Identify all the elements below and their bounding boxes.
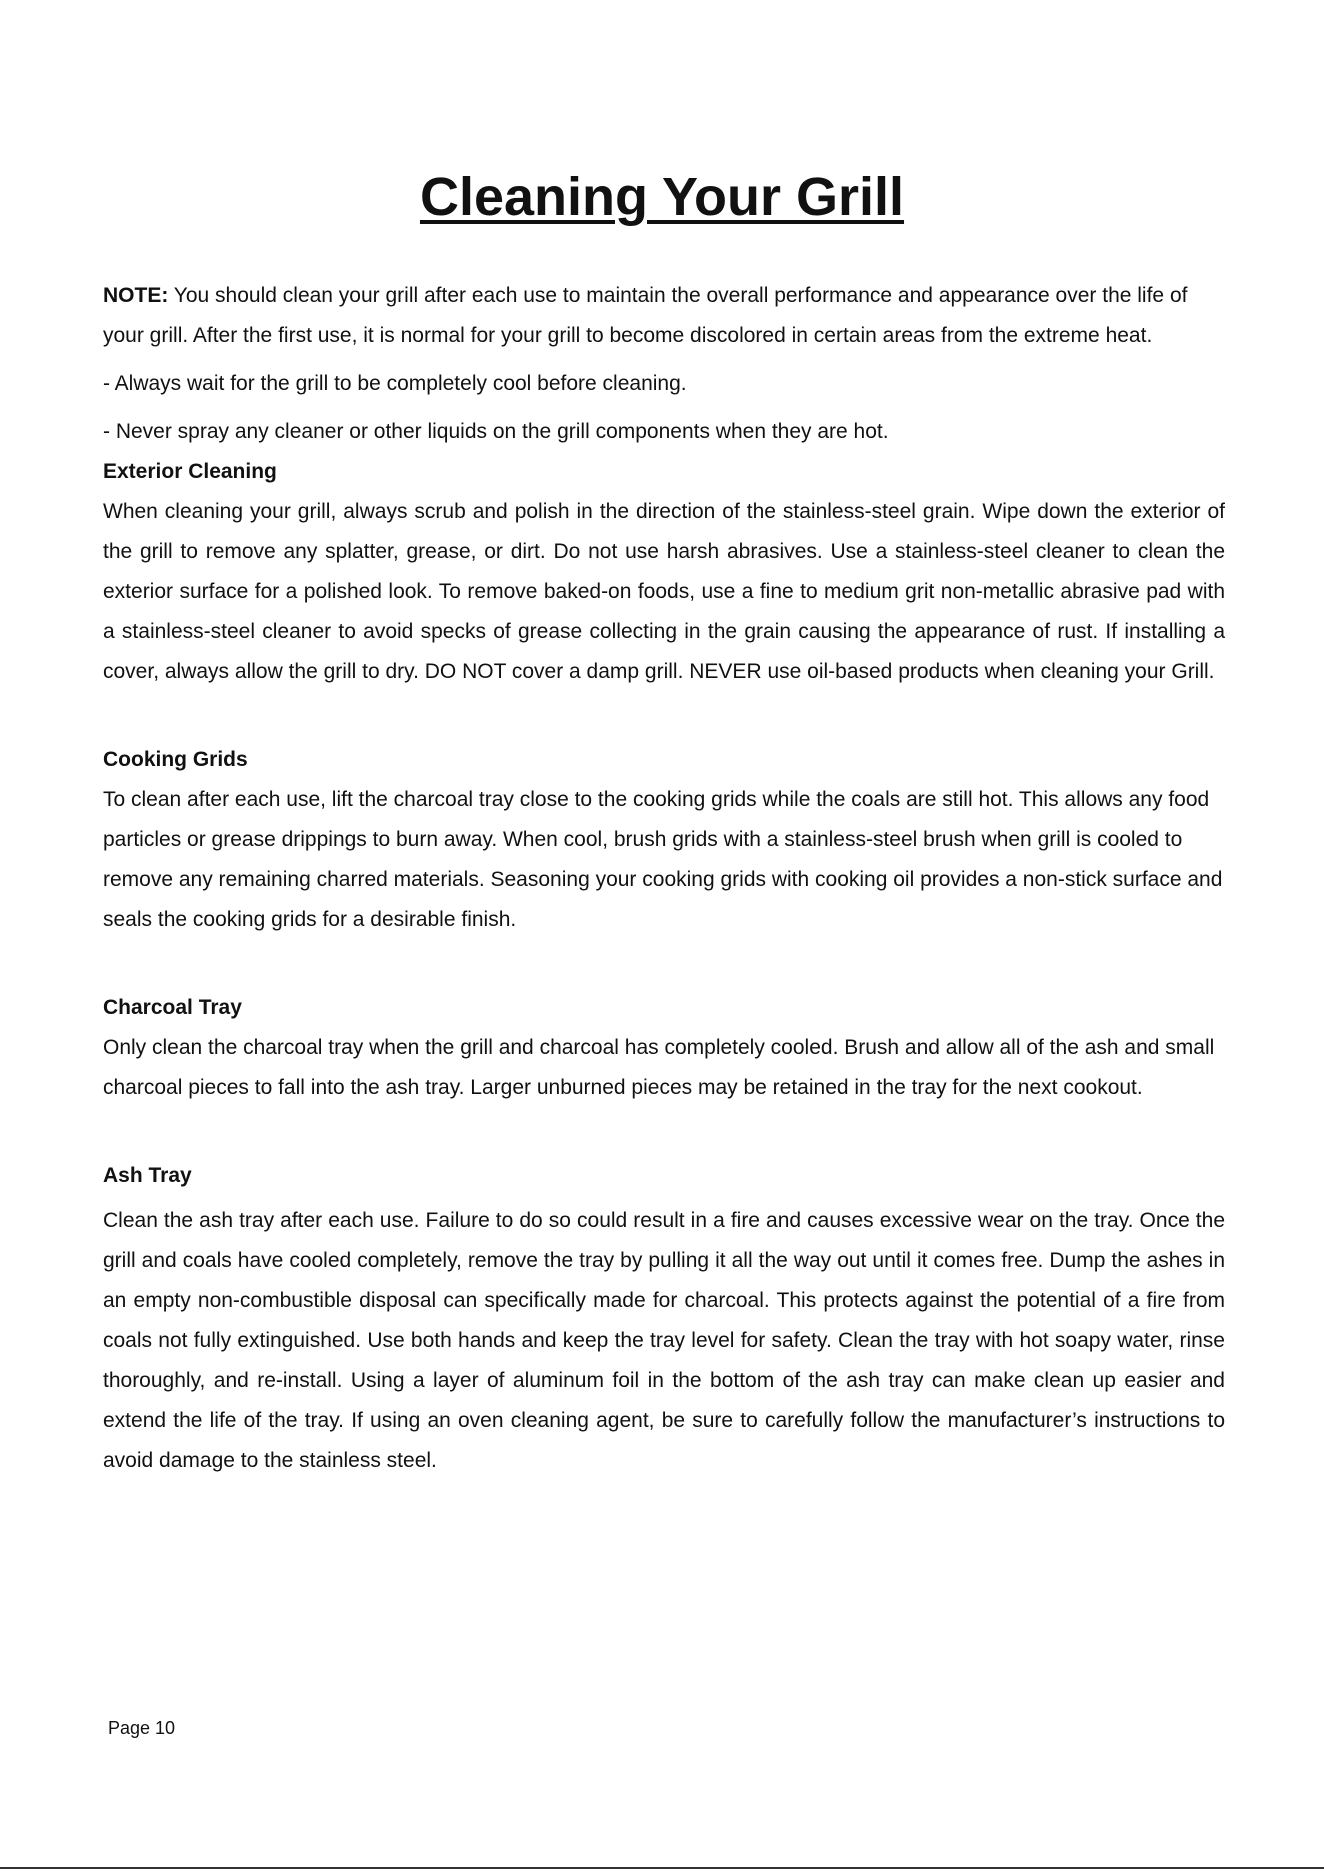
section-heading-exterior-cleaning: Exterior Cleaning xyxy=(103,460,277,483)
section-body-ash-tray: Clean the ash tray after each use. Failure to do so could result in a fire and causes excessive wear on the tray. Once the grill and coals have cooled completely, remove the tray by pulling it all the way out until it comes free. Dump the ashes in an empty non-combustible disposal can specifically made for charcoal. This protects against the potential of a fire from coals not fully extinguished. Use both hands and keep the tray level for safety. Clean the tray with hot soapy water, rinse thoroughly, and re-install. Using a layer of aluminum foil in the bottom of the ash tray can make clean up easier and extend the life of the tray. If using an oven cleaning agent, be sure to carefully follow the manufacturer’s instructions to avoid damage to the stainless steel. xyxy=(103,1209,1225,1472)
section-body-cooking-grids: To clean after each use, lift the charcoal tray close to the cooking grids while the coals are still hot. This allows any food particles or grease drippings to burn away. When cool, brush grids with a stainless-steel brush when grill is cooled to remove any remaining charred materials. Seasoning your cooking grids with cooking oil provides a non-stick surface and seals the cooking grids for a desirable finish. xyxy=(103,788,1223,931)
bullet-item-no-spray-when-hot: - Never spray any cleaner or other liquids on the grill components when they are hot. xyxy=(103,420,889,443)
section-body-exterior-cleaning: When cleaning your grill, always scrub and polish in the direction of the stainless-steel grain. Wipe down the exterior of the grill to remove any splatter, grease, or dirt. Do not use harsh abrasives. Use a stainless-steel cleaner to clean the exterior surface for a polished look. To remove baked-on foods, use a fine to medium grit non-metallic abrasive pad with a stainless-steel cleaner to avoid specks of grease collecting in the grain causing the appearance of rust. If installing a cover, always allow the grill to dry. DO NOT cover a damp grill. NEVER use oil-based products when cleaning your Grill. xyxy=(103,500,1225,683)
bullet-item-cool-before-cleaning: - Always wait for the grill to be completely cool before cleaning. xyxy=(103,372,687,395)
section-heading-ash-tray: Ash Tray xyxy=(103,1164,192,1187)
page-number: Page 10 xyxy=(108,1718,176,1738)
page-title: Cleaning Your Grill xyxy=(419,167,905,227)
section-heading-charcoal-tray: Charcoal Tray xyxy=(103,996,242,1019)
note-text: You should clean your grill after each use to maintain the overall performance and appearance over the life of your grill. After the first use, it is normal for your grill to become discolored in certain areas from the extreme heat. xyxy=(103,284,1188,347)
document-body xyxy=(103,276,1225,1481)
section-heading-cooking-grids: Cooking Grids xyxy=(103,748,248,771)
bottom-divider xyxy=(0,1867,1324,1869)
note-paragraph xyxy=(103,276,1225,356)
section-body-charcoal-tray: Only clean the charcoal tray when the grill and charcoal has completely cooled. Brush and allow all of the ash and small charcoal pieces to fall into the ash tray. Larger unburned pieces may be retained in the tray for the next cookout. xyxy=(103,1036,1215,1099)
note-label: NOTE: xyxy=(103,284,169,307)
